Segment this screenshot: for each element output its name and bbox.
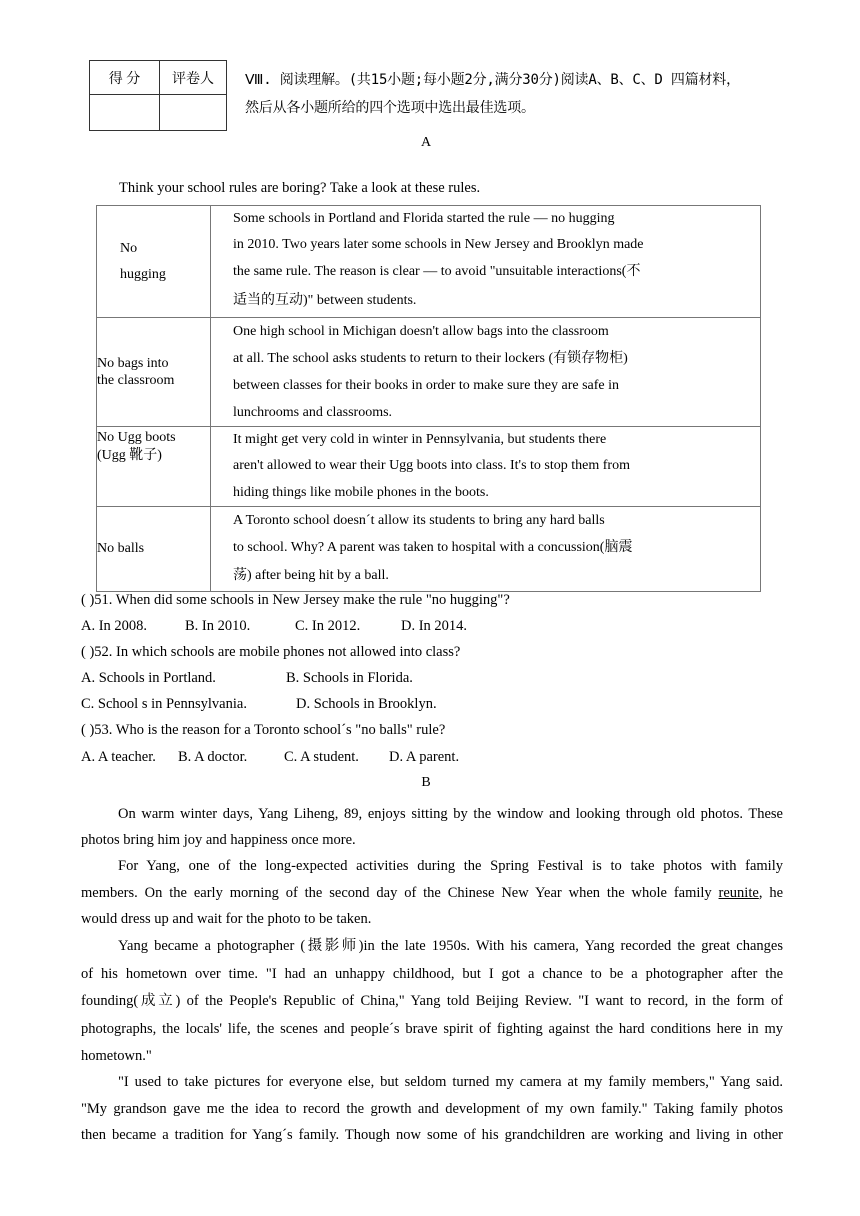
passage-b-letter: B: [421, 775, 431, 790]
paragraph-line: would dress up and wait for the photo to be taken.: [81, 911, 372, 927]
option-a: A. A teacher.: [81, 749, 156, 765]
rule-description-line: Some schools in Portland and Florida started the rule — no hugging: [233, 211, 615, 226]
underlined-word: reunite: [718, 884, 759, 901]
question-options: [81, 670, 413, 687]
rule-description-line: hiding things like mobile phones in the boots.: [233, 484, 489, 500]
rule-name-line: No Ugg boots: [97, 430, 176, 445]
paragraph-line: Yang became a photographer (摄影师)in the late 1950s. With his camera, Yang recorded the great changes: [118, 938, 783, 954]
question-stem: ( )53. Who is the reason for a Toronto school´s "no balls" rule?: [81, 722, 446, 738]
score-cell: [90, 95, 160, 131]
rule-description-line: lunchrooms and classrooms.: [233, 405, 393, 420]
rule-name-line: hugging: [120, 266, 166, 282]
rule-name-line: the classroom: [97, 373, 175, 388]
rule-name-line: No: [120, 240, 138, 256]
paragraph-line: hometown.": [81, 1048, 152, 1065]
rule-name-line: (Ugg 靴子): [97, 448, 162, 463]
option-b: B. Schools in Florida.: [286, 670, 413, 686]
question-options: [81, 749, 459, 766]
rule-description: [211, 318, 761, 427]
section-heading-line: Ⅷ. 阅读理解。(共15小题;每小题2分,满分30分)阅读A、B、C、D 四篇材料，: [245, 72, 740, 88]
rule-description-line: in 2010. Two years later some schools in New Jersey and Brooklyn made: [233, 237, 644, 253]
rule-name: [97, 206, 211, 318]
paragraph-line: On warm winter days, Yang Liheng, 89, enjoys sitting by the window and looking through old photos. These: [118, 806, 783, 822]
section-heading: [245, 66, 785, 122]
option-c: C. A student.: [284, 749, 359, 765]
paragraph-line: then became a tradition for Yang´s family. Though now some of his grandchildren are working and living in other: [81, 1127, 783, 1143]
section-heading-line: 然后从各小题所给的四个选项中选出最佳选项。: [245, 100, 535, 116]
score-header: 得 分: [90, 61, 160, 95]
question-stem: ( )52. In which schools are mobile phones not allowed into class?: [81, 644, 461, 660]
paragraph-line-text: , he: [758, 884, 783, 901]
rule-name: [97, 318, 211, 427]
question-options: [81, 618, 467, 635]
paragraph-line: "My grandson gave me the idea to record the growth and development of my own family." Taking family photos: [81, 1100, 783, 1117]
rule-description: [211, 206, 761, 318]
option-b: B. In 2010.: [185, 618, 251, 634]
rule-description-line: to school. Why? A parent was taken to hospital with a concussion(脑震: [233, 540, 633, 556]
question-options: [81, 696, 437, 713]
paragraph-line: [81, 880, 783, 907]
passage-b-paragraph: [81, 801, 783, 853]
question-stem: ( )51. When did some schools in New Jersey make the rule "no hugging"?: [81, 592, 510, 608]
rules-table: [96, 205, 761, 592]
passage-a-intro: Think your school rules are boring? Take a look at these rules.: [119, 180, 481, 196]
option-a: A. In 2008.: [81, 618, 148, 634]
option-d: D. Schools in Brooklyn.: [296, 696, 437, 712]
score-table: [89, 60, 227, 131]
paragraph-line: "I used to take pictures for everyone else, but seldom turned my camera at my family members," Yang said.: [118, 1074, 783, 1090]
rule-description-line: 荡) after being hit by a ball.: [233, 567, 389, 583]
rule-name-line: No bags into: [97, 356, 169, 371]
grader-header: 评卷人: [160, 61, 227, 95]
rule-name: [97, 427, 211, 507]
option-b: B. A doctor.: [178, 749, 248, 765]
paragraph-line-text: members. On the early morning of the second day of the Chinese New Year when the whole family: [81, 884, 712, 901]
rule-description-line: It might get very cold in winter in Pennsylvania, but students there: [233, 432, 607, 447]
paragraph-line: photographs, the locals' life, the scenes and people´s brave spirit of fighting against the hard conditions here in my: [81, 1020, 783, 1037]
rule-name-line: No balls: [97, 540, 145, 556]
rule-description-line: aren't allowed to wear their Ugg boots into class. It's to stop them from: [233, 458, 630, 474]
rule-description-line: 适当的互动)" between students.: [233, 292, 417, 308]
option-d: D. A parent.: [389, 749, 460, 765]
paragraph-line: of his hometown over time. "I had an unhappy childhood, but I got a chance to be a photographer after the: [81, 965, 783, 982]
option-a: A. Schools in Portland.: [81, 670, 216, 686]
rule-description-line: One high school in Michigan doesn't allow bags into the classroom: [233, 324, 609, 339]
rule-description-line: A Toronto school doesn´t allow its students to bring any hard balls: [233, 512, 605, 528]
rule-description-line: the same rule. The reason is clear — to avoid "unsuitable interactions(不: [233, 263, 641, 279]
rule-name: [97, 506, 211, 591]
grader-cell: [160, 95, 227, 131]
rule-description-line: at all. The school asks students to return to their lockers (有锁存物柜): [233, 351, 628, 366]
rule-description: [211, 506, 761, 591]
passage-b-paragraph: [81, 933, 783, 1071]
paragraph-line: founding(成立) of the People's Republic of China," Yang told Beijing Review. "I want to record, in the form of: [81, 993, 783, 1010]
rule-description: [211, 427, 761, 507]
paragraph-line: photos bring him joy and happiness once more.: [81, 832, 356, 848]
option-c: C. In 2012.: [295, 618, 361, 634]
passage-b-paragraph: [81, 853, 783, 933]
rule-description-line: between classes for their books in order to make sure they are safe in: [233, 378, 620, 393]
option-c: C. School s in Pennsylvania.: [81, 696, 247, 712]
option-d: D. In 2014.: [401, 618, 468, 634]
paragraph-line: For Yang, one of the long-expected activities during the Spring Festival is to take photos with family: [118, 858, 783, 874]
passage-a-letter: A: [420, 135, 432, 150]
passage-b-paragraph: [81, 1069, 783, 1149]
